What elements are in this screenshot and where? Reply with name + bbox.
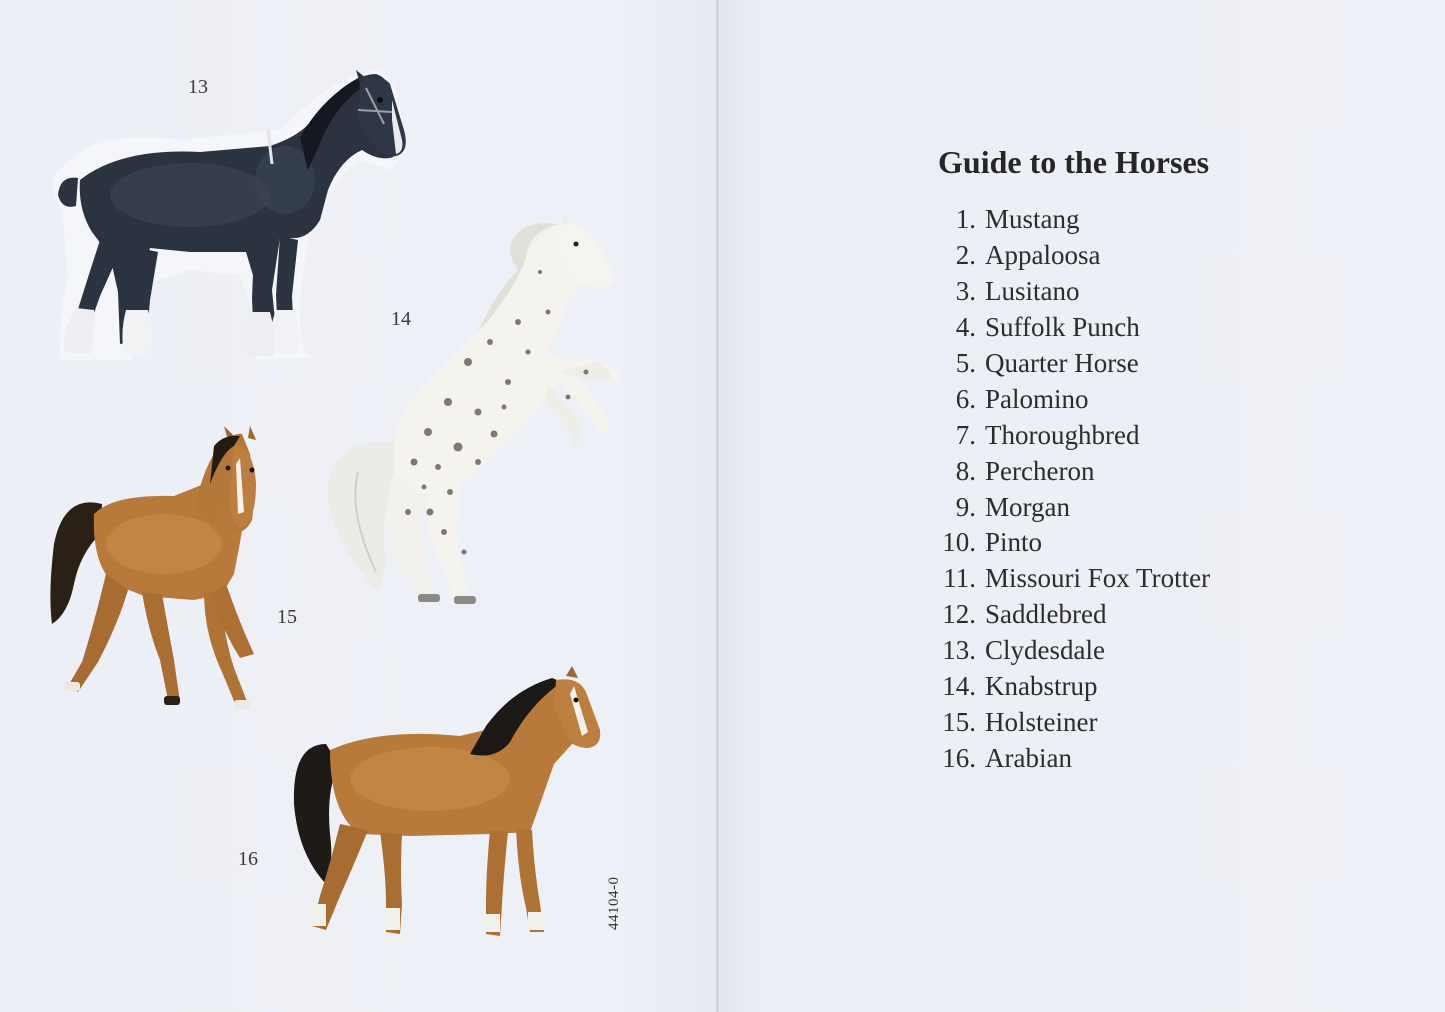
list-item bbox=[936, 669, 1210, 705]
list-item bbox=[936, 417, 1210, 453]
item-number: 6. bbox=[955, 383, 976, 414]
list-item bbox=[936, 238, 1210, 274]
list-item bbox=[936, 597, 1210, 633]
item-number: 11. bbox=[943, 563, 976, 594]
list-item bbox=[936, 310, 1210, 346]
item-number: 16. bbox=[942, 742, 976, 773]
horse-name: Morgan bbox=[985, 491, 1070, 522]
sticker-label-15: 15 bbox=[277, 606, 297, 628]
list-item bbox=[936, 633, 1210, 669]
horse-name: Saddlebred bbox=[985, 599, 1107, 630]
horse-name: Thoroughbred bbox=[985, 419, 1140, 450]
item-number: 8. bbox=[955, 455, 976, 486]
item-number: 2. bbox=[955, 240, 976, 271]
horse-name: Appaloosa bbox=[985, 240, 1101, 271]
horse-name: Knabstrup bbox=[985, 671, 1098, 702]
list-item bbox=[936, 489, 1210, 525]
horse-name: Holsteiner bbox=[985, 706, 1098, 737]
list-item bbox=[936, 740, 1210, 776]
horse-name: Clydesdale bbox=[985, 635, 1105, 666]
horse-guide-list bbox=[936, 202, 1210, 776]
list-item bbox=[936, 704, 1210, 740]
list-item bbox=[936, 525, 1210, 561]
list-item bbox=[936, 561, 1210, 597]
item-number: 5. bbox=[955, 348, 976, 378]
horse-name: Quarter Horse bbox=[985, 348, 1139, 378]
sticker-label-14: 14 bbox=[391, 308, 411, 330]
item-number: 13. bbox=[942, 635, 976, 666]
item-number: 9. bbox=[955, 491, 976, 522]
horse-name: Missouri Fox Trotter bbox=[985, 563, 1211, 594]
item-number: 10. bbox=[942, 527, 976, 558]
item-number: 7. bbox=[955, 419, 976, 450]
catalog-number: 44104-0 bbox=[606, 876, 622, 930]
horse-name: Arabian bbox=[985, 742, 1072, 773]
sticker-label-16: 16 bbox=[238, 848, 258, 870]
item-number: 12. bbox=[942, 599, 976, 630]
item-number: 14. bbox=[942, 671, 976, 702]
item-number: 3. bbox=[955, 276, 976, 307]
horse-name: Lusitano bbox=[985, 276, 1080, 307]
horse-name: Percheron bbox=[985, 455, 1095, 486]
item-number: 15. bbox=[942, 706, 976, 737]
knabstrup-sticker[interactable] bbox=[318, 212, 618, 612]
horse-name: Pinto bbox=[985, 527, 1043, 558]
item-number: 4. bbox=[955, 312, 976, 343]
list-item bbox=[936, 453, 1210, 489]
sticker-page bbox=[0, 0, 718, 1012]
list-item bbox=[936, 202, 1210, 238]
holsteiner-sticker[interactable] bbox=[44, 424, 274, 724]
list-item bbox=[936, 381, 1210, 417]
guide-title: Guide to the Horses bbox=[938, 144, 1210, 180]
list-item bbox=[936, 346, 1210, 382]
horse-name: Palomino bbox=[985, 383, 1089, 414]
item-number: 1. bbox=[955, 204, 976, 235]
horse-name: Suffolk Punch bbox=[985, 312, 1140, 343]
arabian-sticker[interactable] bbox=[290, 664, 610, 954]
list-item bbox=[936, 274, 1210, 310]
sticker-label-13: 13 bbox=[188, 76, 208, 98]
horse-name: Mustang bbox=[985, 204, 1080, 235]
